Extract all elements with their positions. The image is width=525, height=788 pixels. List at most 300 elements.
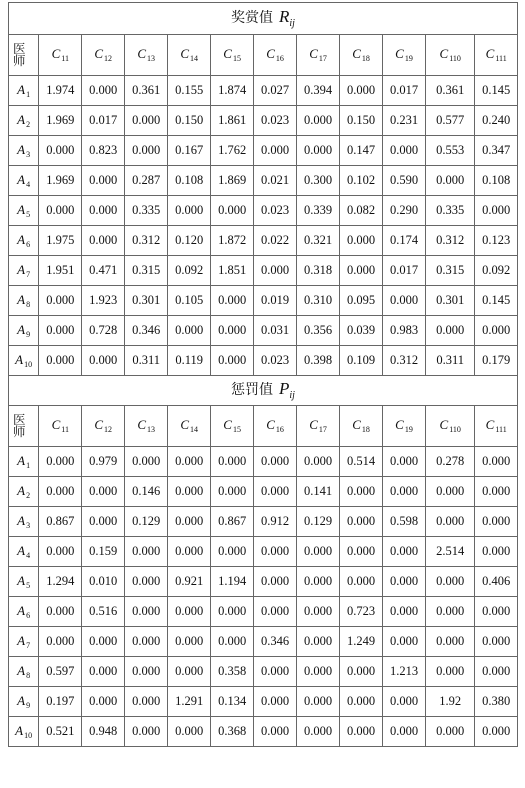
table-cell: 0.000 [254,447,297,477]
column-symbol: C [309,46,318,61]
reward-title-symbol: R [279,7,290,26]
row-symbol: A [15,351,24,367]
table-cell: 0.197 [39,687,82,717]
table-cell: 0.311 [425,346,474,376]
table-cell: 0.000 [254,717,297,747]
table-cell: 0.129 [125,507,168,537]
table-cell: 0.179 [475,346,518,376]
table-cell: 0.000 [168,657,211,687]
column-header [125,406,168,447]
table-row [9,316,518,346]
table-cell: 0.000 [168,316,211,346]
table-cell: 0.000 [475,477,518,507]
row-subscript: 9 [26,329,31,339]
column-symbol: C [180,417,189,432]
table-cell: 0.000 [39,627,82,657]
column-subscript: 110 [449,425,461,434]
column-subscript: 19 [404,54,413,63]
table-cell: 0.358 [211,657,254,687]
row-header [9,106,39,136]
table-cell: 0.000 [340,687,383,717]
row-header [9,76,39,106]
column-header [82,35,125,76]
table-cell: 0.310 [297,286,340,316]
column-symbol: C [439,417,449,432]
table-cell: 0.027 [254,76,297,106]
table-cell: 0.394 [297,76,340,106]
column-symbol: C [223,46,232,61]
table-cell: 0.000 [340,657,383,687]
table-cell: 0.000 [340,226,383,256]
table-cell: 0.019 [254,286,297,316]
table-cell: 0.000 [125,717,168,747]
table-cell: 1.874 [211,76,254,106]
table-cell: 0.119 [168,346,211,376]
column-symbol: C [395,46,404,61]
row-symbol: A [17,542,26,558]
table-cell: 0.000 [82,166,125,196]
column-symbol: C [266,46,275,61]
table-cell: 0.000 [340,567,383,597]
penalty-header-row [9,406,518,447]
table-cell: 0.312 [125,226,168,256]
row-symbol: A [17,171,26,187]
table-cell: 0.000 [168,196,211,226]
row-subscript: 1 [26,89,31,99]
table-cell: 0.723 [340,597,383,627]
column-symbol: C [309,417,318,432]
table-cell: 0.000 [211,286,254,316]
row-subscript: 2 [26,490,31,500]
column-symbol: C [94,46,104,61]
column-subscript: 13 [147,425,156,434]
table-cell: 0.597 [39,657,82,687]
row-symbol: A [17,662,26,678]
table-row [9,106,518,136]
row-symbol: A [17,452,26,468]
table-cell: 0.000 [297,447,340,477]
row-header [9,567,39,597]
table-cell: 0.321 [297,226,340,256]
table-cell: 0.150 [168,106,211,136]
table-row [9,537,518,567]
row-subscript: 3 [26,520,31,530]
table-row [9,477,518,507]
column-subscript: 110 [449,54,461,63]
table-cell: 0.022 [254,226,297,256]
row-symbol: A [17,512,26,528]
row-symbol: A [17,261,26,277]
table-cell: 0.147 [340,136,383,166]
table-cell: 0.000 [39,537,82,567]
table-cell: 0.598 [383,507,426,537]
column-subscript: 15 [232,54,241,63]
column-header [211,35,254,76]
table-cell: 0.240 [475,106,518,136]
table-cell: 0.380 [475,687,518,717]
table-cell: 0.000 [425,316,474,346]
table-cell: 0.312 [425,226,474,256]
table-cell: 0.300 [297,166,340,196]
column-header [475,35,518,76]
column-subscript: 12 [104,54,113,63]
row-symbol: A [17,141,26,157]
table-cell: 0.000 [82,657,125,687]
table-cell: 0.315 [125,256,168,286]
table-cell: 0.095 [340,286,383,316]
table-cell: 0.023 [254,106,297,136]
table-cell: 0.000 [254,537,297,567]
table-cell: 0.000 [168,507,211,537]
table-cell: 0.159 [82,537,125,567]
table-cell: 0.398 [297,346,340,376]
column-symbol: C [485,46,495,61]
row-header [9,346,39,376]
table-cell: 0.553 [425,136,474,166]
table-cell: 0.000 [475,447,518,477]
column-subscript: 18 [361,425,370,434]
table-cell: 0.000 [39,447,82,477]
table-cell: 0.948 [82,717,125,747]
column-header [168,35,211,76]
table-cell: 0.092 [475,256,518,286]
table-cell: 1.291 [168,687,211,717]
row-header [9,256,39,286]
table-cell: 0.000 [254,597,297,627]
table-cell: 0.000 [425,507,474,537]
table-cell: 1.92 [425,687,474,717]
table-cell: 0.000 [425,597,474,627]
row-symbol: A [17,231,26,247]
column-header [254,406,297,447]
column-header [211,406,254,447]
row-subscript: 6 [26,610,31,620]
column-symbol: C [51,46,61,61]
table-row [9,597,518,627]
column-subscript: 17 [318,54,327,63]
table-cell: 0.000 [383,567,426,597]
table-cell: 0.346 [254,627,297,657]
table-cell: 0.000 [211,537,254,567]
table-cell: 0.150 [340,106,383,136]
row-symbol: A [17,482,26,498]
table-cell: 0.000 [475,196,518,226]
column-subscript: 18 [361,54,370,63]
table-cell: 0.471 [82,256,125,286]
table-cell: 0.000 [168,447,211,477]
table-row [9,657,518,687]
column-symbol: C [137,46,147,61]
table-cell: 0.979 [82,447,125,477]
table-cell: 0.000 [125,597,168,627]
table-cell: 0.021 [254,166,297,196]
table-cell: 0.108 [475,166,518,196]
table-cell: 0.167 [168,136,211,166]
table-cell: 0.000 [168,597,211,627]
table-row [9,717,518,747]
table-cell: 0.000 [254,657,297,687]
table-cell: 0.000 [383,286,426,316]
row-header [9,687,39,717]
table-cell: 0.823 [82,136,125,166]
row-symbol: A [17,632,26,648]
table-cell: 0.335 [125,196,168,226]
table-cell: 1.969 [39,166,82,196]
column-subscript: 17 [318,425,327,434]
table-cell: 0.000 [82,346,125,376]
table-cell: 1.249 [340,627,383,657]
row-symbol: A [17,692,26,708]
table-cell: 1.869 [211,166,254,196]
row-symbol: A [17,572,26,588]
row-subscript: 4 [26,550,31,560]
table-cell: 1.969 [39,106,82,136]
row-subscript: 8 [26,670,31,680]
row-subscript: 5 [26,580,31,590]
column-symbol: C [180,46,189,61]
reward-header-row [9,35,518,76]
table-cell: 1.975 [39,226,82,256]
column-symbol: C [485,417,495,432]
table-cell: 0.000 [297,567,340,597]
table-cell: 0.000 [39,196,82,226]
table-row [9,507,518,537]
table-cell: 0.000 [475,597,518,627]
table-cell: 0.000 [475,537,518,567]
table-cell: 0.000 [254,256,297,286]
table-cell: 0.278 [425,447,474,477]
table-cell: 1.872 [211,226,254,256]
table-cell: 0.000 [211,597,254,627]
corner-line-2: 师 [13,54,26,68]
column-header [39,406,82,447]
table-cell: 0.000 [475,627,518,657]
column-symbol: C [352,417,361,432]
table-cell: 0.000 [425,657,474,687]
column-symbol: C [137,417,147,432]
column-subscript: 14 [189,425,198,434]
column-subscript: 11 [61,54,69,63]
row-symbol: A [17,111,26,127]
table-cell: 0.000 [383,477,426,507]
table-cell: 0.000 [340,76,383,106]
penalty-corner-header [9,406,39,447]
row-header [9,717,39,747]
table-cell: 0.356 [297,316,340,346]
table-cell: 0.000 [383,627,426,657]
column-subscript: 14 [189,54,198,63]
table-cell: 0.318 [297,256,340,286]
table-cell: 0.728 [82,316,125,346]
table-row [9,256,518,286]
table-cell: 0.287 [125,166,168,196]
table-cell: 0.000 [39,597,82,627]
table-cell: 0.000 [39,286,82,316]
table-cell: 0.000 [82,76,125,106]
table-cell: 0.000 [383,717,426,747]
row-header [9,537,39,567]
table-cell: 0.031 [254,316,297,346]
table-cell: 0.000 [168,537,211,567]
table-cell: 0.000 [125,567,168,597]
row-header [9,597,39,627]
table-cell: 0.000 [383,136,426,166]
row-subscript: 9 [26,700,31,710]
table-cell: 0.000 [340,537,383,567]
table-cell: 0.000 [425,477,474,507]
table-cell: 0.000 [125,447,168,477]
table-cell: 0.023 [254,196,297,226]
table-cell: 0.123 [475,226,518,256]
table-body [9,3,518,747]
table-cell: 0.000 [297,657,340,687]
table-cell: 0.000 [168,717,211,747]
row-subscript: 7 [26,640,31,650]
column-subscript: 11 [61,425,69,434]
table-cell: 0.231 [383,106,426,136]
row-symbol: A [17,291,26,307]
table-cell: 0.301 [125,286,168,316]
table-cell: 0.000 [39,346,82,376]
table-cell: 0.120 [168,226,211,256]
table-cell: 0.347 [475,136,518,166]
table-cell: 0.516 [82,597,125,627]
table-cell: 0.000 [82,687,125,717]
table-cell: 0.514 [340,447,383,477]
row-header [9,286,39,316]
row-header [9,657,39,687]
table-cell: 0.000 [425,567,474,597]
table-cell: 0.000 [297,717,340,747]
column-subscript: 15 [232,425,241,434]
row-header [9,166,39,196]
penalty-title-symbol: P [279,379,290,398]
table-cell: 0.000 [297,106,340,136]
row-subscript: 8 [26,299,31,309]
table-cell: 0.145 [475,76,518,106]
table-row [9,226,518,256]
table-cell: 2.514 [425,537,474,567]
column-symbol: C [223,417,232,432]
column-subscript: 111 [495,54,507,63]
table-cell: 0.000 [383,687,426,717]
column-subscript: 111 [495,425,507,434]
row-subscript: 3 [26,149,31,159]
table-row [9,447,518,477]
row-subscript: 10 [24,359,33,369]
table-cell: 0.361 [125,76,168,106]
table-cell: 0.312 [383,346,426,376]
table-cell: 0.000 [82,627,125,657]
column-header [254,35,297,76]
table-cell: 0.983 [383,316,426,346]
row-header [9,316,39,346]
table-cell: 0.108 [168,166,211,196]
table-cell: 0.000 [340,477,383,507]
row-header [9,136,39,166]
table-cell: 0.290 [383,196,426,226]
penalty-title [9,376,518,406]
row-symbol: A [17,81,26,97]
table-cell: 0.102 [340,166,383,196]
reward-title [9,3,518,35]
table-cell: 0.010 [82,567,125,597]
table-cell: 0.368 [211,717,254,747]
row-header [9,226,39,256]
table-cell: 0.000 [340,507,383,537]
reward-title-subscript: ij [289,18,295,29]
table-cell: 0.000 [211,447,254,477]
column-header [340,406,383,447]
table-cell: 0.174 [383,226,426,256]
table-cell: 0.000 [211,477,254,507]
row-header [9,477,39,507]
table-cell: 0.000 [125,687,168,717]
table-cell: 0.301 [425,286,474,316]
table-cell: 0.921 [168,567,211,597]
column-header [425,406,474,447]
table-cell: 0.000 [211,346,254,376]
column-subscript: 13 [147,54,156,63]
table-cell: 0.000 [254,136,297,166]
table-cell: 0.000 [211,316,254,346]
table-row [9,687,518,717]
row-header [9,627,39,657]
table-cell: 0.000 [425,717,474,747]
data-table-container [8,2,518,747]
column-symbol: C [51,417,61,432]
table-cell: 0.000 [125,106,168,136]
table-cell: 0.000 [125,537,168,567]
table-cell: 0.000 [297,687,340,717]
table-cell: 1.861 [211,106,254,136]
row-subscript: 7 [26,269,31,279]
row-symbol: A [17,321,26,337]
column-subscript: 16 [275,54,284,63]
row-symbol: A [15,722,24,738]
penalty-title-row [9,376,518,406]
row-symbol: A [17,602,26,618]
reward-penalty-table [8,2,518,747]
corner-line-2: 师 [13,425,26,439]
column-header [39,35,82,76]
table-cell: 0.346 [125,316,168,346]
table-row [9,136,518,166]
table-cell: 0.000 [39,477,82,507]
table-cell: 0.000 [297,597,340,627]
table-cell: 0.105 [168,286,211,316]
column-symbol: C [439,46,449,61]
table-cell: 0.000 [125,136,168,166]
row-header [9,196,39,226]
reward-corner-header [9,35,39,76]
table-cell: 0.017 [383,256,426,286]
row-subscript: 2 [26,119,31,129]
table-cell: 0.000 [383,537,426,567]
table-cell: 0.000 [125,627,168,657]
table-row [9,166,518,196]
column-subscript: 16 [275,425,284,434]
table-row [9,346,518,376]
table-cell: 0.000 [475,717,518,747]
column-header [340,35,383,76]
table-cell: 1.294 [39,567,82,597]
table-cell: 0.000 [254,477,297,507]
table-cell: 1.194 [211,567,254,597]
table-cell: 0.315 [425,256,474,286]
table-cell: 0.335 [425,196,474,226]
corner-line-1: 医 [13,412,26,427]
